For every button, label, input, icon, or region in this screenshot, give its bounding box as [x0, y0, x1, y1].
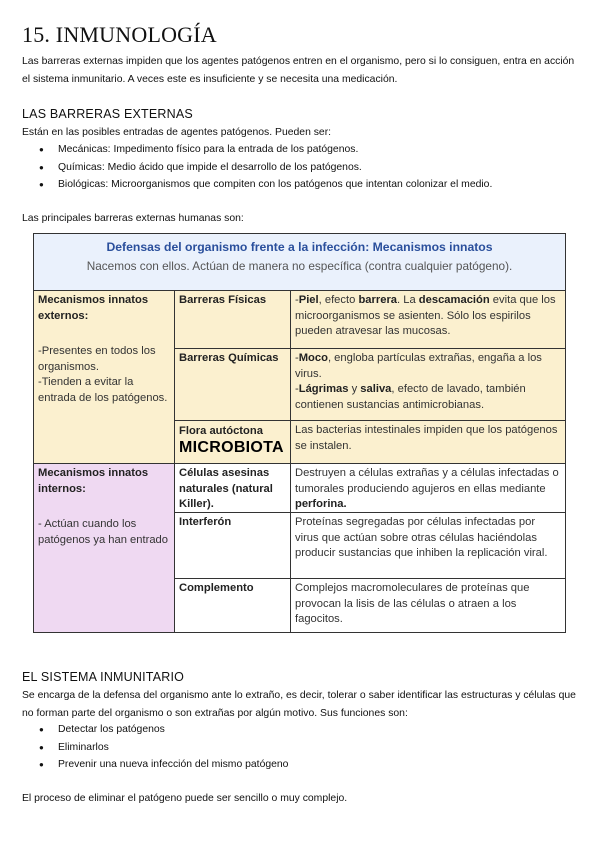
text-fragment: , efecto [318, 294, 359, 306]
row-name-celulas: Células asesinas naturales (natural Killer). [179, 467, 273, 510]
text-bold: saliva [360, 383, 392, 395]
closing-paragraph: El proceso de eliminar el patógeno puede ser sencillo o muy complejo. [22, 793, 348, 804]
row-name-fisicas: Barreras Físicas [175, 291, 290, 348]
table-divider [290, 290, 291, 633]
table-divider [174, 578, 565, 579]
text-bold: Moco [298, 352, 328, 364]
internal-desc: - Actúan cuando los patógenos ya han entrado [38, 518, 169, 546]
barreras-list [22, 141, 492, 194]
table-divider [34, 463, 565, 464]
barreras-lead: Están en las posibles entradas de agentes patógenos. Pueden ser: [22, 127, 332, 138]
text-fragment: . La [397, 294, 419, 306]
external-desc-2: -Tienden a evitar la entrada de los patógenos. [38, 376, 168, 404]
text-fragment: , efecto de lavado, también contienen sustancias antimicrobianas. [295, 383, 526, 411]
section-heading-sistema: EL SISTEMA INMUNITARIO [22, 670, 185, 684]
row-name-complemento: Complemento [179, 582, 254, 594]
table-divider [174, 512, 565, 513]
text-bold: perforina. [295, 498, 347, 510]
list-item: ● Detectar los patógenos [22, 721, 288, 739]
table-subtitle: Nacemos con ellos. Actúan de manera no específica (contra cualquier patógeno). [86, 258, 513, 273]
internal-mechanisms-cell [34, 464, 174, 632]
list-item: ● Prevenir una nueva infección del mismo patógeno [22, 756, 288, 774]
row-desc-quimicas [291, 349, 565, 420]
table-title: Defensas del organismo frente a la infección: Mecanismos innatos [106, 240, 493, 254]
table-divider [174, 348, 565, 349]
row-desc-celulas [291, 464, 565, 512]
sistema-list [22, 721, 288, 774]
section-heading-barreras: LAS BARRERAS EXTERNAS [22, 107, 193, 121]
row-name-quimicas: Barreras Químicas [175, 349, 290, 420]
quimicas-line-2 [295, 382, 561, 413]
row-desc-complemento: Complejos macromoleculares de proteínas que provocan la lisis de las células o atraen a los fagocitos. [295, 582, 530, 625]
internal-mechanisms-name: Mecanismos innatos internos: [38, 467, 149, 495]
row-desc-flora: Las bacterias intestinales impiden que los patógenos se instalen. [291, 421, 565, 463]
text-fragment: - [295, 352, 299, 364]
row-name-interferon: Interferón [179, 516, 232, 528]
text-bold: barrera [358, 294, 398, 306]
text-fragment: evita que los microorganismos se asienten. Sólo los espirilos pueden atravesar las mucosas. [295, 294, 556, 337]
intro-paragraph: Las barreras externas impiden que los agentes patógenos entren en el organismo, pero si lo consiguen, entra en acción el sistema inmunitario. A veces este es insuficiente y se necesita una medicación. [22, 56, 575, 85]
text-bold: descamación [418, 294, 490, 306]
page-title: 15. INMUNOLOGÍA [22, 22, 217, 47]
list-item: ● Eliminarlos [22, 739, 288, 757]
list-item: ● Biológicas: Microorganismos que compiten con los patógenos que intentan colonizar el medio. [22, 176, 492, 194]
text-fragment: - [295, 294, 299, 306]
table-divider [174, 420, 565, 421]
external-mechanisms-cell [34, 291, 174, 463]
text-fragment: y [348, 383, 361, 395]
table-divider [174, 290, 175, 633]
list-item: ● Mecánicas: Impedimento físico para la entrada de los patógenos. [22, 141, 492, 159]
table-header [34, 234, 565, 291]
table-intro: Las principales barreras externas humanas son: [22, 213, 244, 224]
external-mechanisms-name: Mecanismos innatos externos: [38, 294, 149, 322]
text-bold: Lágrimas [298, 383, 349, 395]
text-bold: Piel [298, 294, 319, 306]
row-name-flora: Flora autóctona [179, 425, 263, 437]
text-fragment: - [295, 383, 299, 395]
row-desc-fisicas [291, 291, 565, 348]
microbiota-annotation: MICROBIOTA [179, 438, 284, 456]
row-cell-flora [175, 421, 290, 463]
row-desc-interferon: Proteínas segregadas por células infectadas por virus que actúan sobre otras células haciéndolas producir sustancias que inhiben la replicación viral. [295, 516, 548, 559]
text-fragment: , engloba partículas extrañas, engaña a los virus. [295, 352, 542, 380]
quimicas-line-1 [295, 351, 561, 382]
external-desc-1: -Presentes en todos los organismos. [38, 345, 156, 373]
text-fragment: Destruyen a células extrañas y a células infectadas o tumorales produciendo agujeros en ellas mediante [295, 467, 559, 495]
innate-defenses-table [33, 233, 566, 633]
list-item: ● Químicas: Medio ácido que impide el desarrollo de los patógenos. [22, 159, 492, 177]
sistema-lead: Se encarga de la defensa del organismo ante lo extraño, es decir, tolerar o saber identificar las estructuras y células que no forman parte del organismo o son extrañas por algún motivo. Sus funciones son: [22, 690, 576, 719]
